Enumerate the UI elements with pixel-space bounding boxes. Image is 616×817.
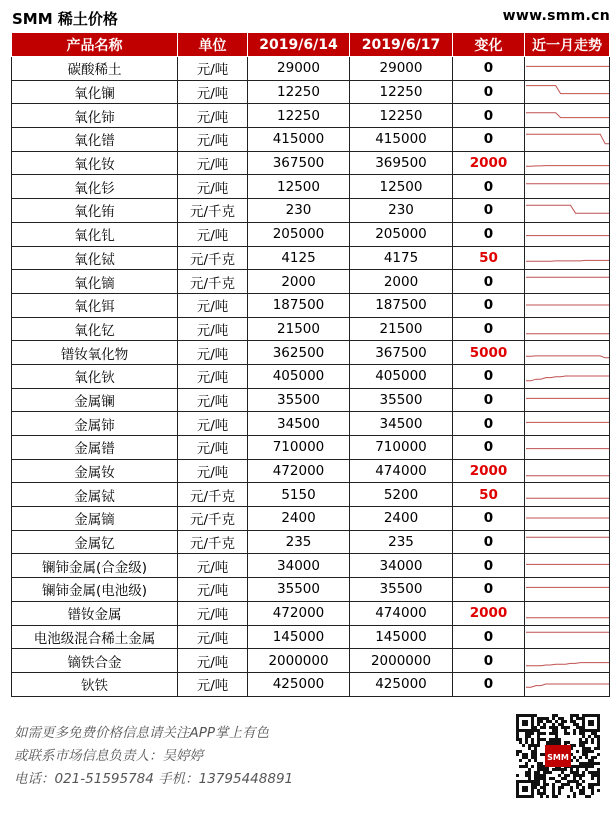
qr-logo-text: SMM [547,753,569,762]
brand-title: SMM 稀土价格 [12,10,118,28]
table-row [12,601,610,625]
price-change: 50 [453,483,525,507]
unit: 元/吨 [178,436,248,460]
price-date2: 34500 [350,412,453,436]
sparkline-series [526,662,610,665]
price-change: 0 [453,554,525,578]
sparkline-series [526,493,610,498]
price-date1: 362500 [248,341,350,365]
price-date2: 5200 [350,483,453,507]
qr-code-icon [515,713,601,799]
sparkline-chart [525,272,610,292]
price-date1: 710000 [248,436,350,460]
product-name: 镧铈金属(合金级) [12,554,178,578]
trend-sparkline [525,601,610,625]
sparkline-chart [525,319,610,339]
trend-sparkline [525,412,610,436]
price-date1: 367500 [248,151,350,175]
trend-sparkline [525,578,610,602]
price-change: 0 [453,578,525,602]
product-name: 钬铁 [12,672,178,696]
price-date2: 425000 [350,672,453,696]
trend-sparkline [525,246,610,270]
price-date2: 21500 [350,317,453,341]
table-row [12,270,610,294]
price-date1: 415000 [248,128,350,152]
sparkline-chart [525,627,610,647]
table-row [12,317,610,341]
trend-sparkline [525,483,610,507]
product-name: 金属铈 [12,412,178,436]
table-row [12,57,610,81]
sparkline-chart [525,248,610,268]
sparkline-chart [525,461,610,481]
price-date1: 235 [248,530,350,554]
unit: 元/千克 [178,483,248,507]
trend-sparkline [525,554,610,578]
unit: 元/千克 [178,270,248,294]
product-name: 氧化钕 [12,151,178,175]
unit: 元/吨 [178,151,248,175]
product-name: 金属钕 [12,459,178,483]
price-date2: 205000 [350,222,453,246]
price-change: 0 [453,293,525,317]
table-row [12,436,610,460]
unit: 元/千克 [178,530,248,554]
price-date1: 34500 [248,412,350,436]
price-date1: 205000 [248,222,350,246]
unit: 元/吨 [178,80,248,104]
price-date2: 230 [350,199,453,223]
price-date2: 12250 [350,104,453,128]
sparkline-chart [525,437,610,457]
price-date1: 425000 [248,672,350,696]
unit: 元/吨 [178,459,248,483]
sparkline-chart [525,153,610,173]
price-change: 0 [453,104,525,128]
price-change: 0 [453,80,525,104]
sparkline-series [526,324,610,334]
product-name: 氧化铽 [12,246,178,270]
sparkline-series [526,684,610,687]
sparkline-chart [525,603,610,623]
col-header-date2: 2019/6/17 [350,33,453,57]
product-name: 金属镧 [12,388,178,412]
sparkline-chart [525,579,610,599]
col-header-name: 产品名称 [12,33,178,57]
table-row [12,246,610,270]
sparkline-chart [525,343,610,363]
price-date1: 4125 [248,246,350,270]
trend-sparkline [525,341,610,365]
trend-sparkline [525,222,610,246]
table-row [12,364,610,388]
unit: 元/吨 [178,175,248,199]
unit: 元/吨 [178,104,248,128]
price-date2: 34000 [350,554,453,578]
price-date2: 474000 [350,601,453,625]
sparkline-series [526,376,610,381]
table-body [12,57,610,697]
trend-sparkline [525,530,610,554]
sparkline-series [526,537,610,548]
footer-line-app: 如需更多免费价格信息请关注APP掌上有色 [14,725,270,741]
sparkline-chart [525,366,610,386]
price-change: 2000 [453,459,525,483]
price-date2: 12250 [350,80,453,104]
sparkline-chart [525,485,610,505]
table-row [12,222,610,246]
product-name: 金属铽 [12,483,178,507]
table-row [12,128,610,152]
unit: 元/吨 [178,317,248,341]
unit: 元/吨 [178,222,248,246]
price-date1: 145000 [248,625,350,649]
price-change: 0 [453,388,525,412]
product-name: 镨钕氧化物 [12,341,178,365]
price-date2: 405000 [350,364,453,388]
trend-sparkline [525,507,610,531]
product-name: 氧化铒 [12,293,178,317]
price-date2: 12500 [350,175,453,199]
price-date1: 34000 [248,554,350,578]
sparkline-chart [525,390,610,410]
price-change: 0 [453,270,525,294]
unit: 元/吨 [178,601,248,625]
price-date1: 21500 [248,317,350,341]
price-date1: 35500 [248,388,350,412]
table-row [12,175,610,199]
unit: 元/吨 [178,57,248,81]
table-row [12,412,610,436]
product-name: 氧化钐 [12,175,178,199]
table-row [12,104,610,128]
unit: 元/吨 [178,388,248,412]
price-change: 50 [453,246,525,270]
price-date1: 230 [248,199,350,223]
price-change: 0 [453,199,525,223]
unit: 元/吨 [178,649,248,673]
table-row [12,388,610,412]
sparkline-chart [525,556,610,576]
price-date1: 12250 [248,80,350,104]
trend-sparkline [525,388,610,412]
product-name: 氧化镝 [12,270,178,294]
price-date1: 2400 [248,507,350,531]
sparkline-chart [525,82,610,102]
sparkline-chart [525,177,610,197]
sparkline-chart [525,508,610,528]
trend-sparkline [525,436,610,460]
unit: 元/千克 [178,507,248,531]
product-name: 氧化钇 [12,317,178,341]
table-row [12,672,610,696]
sparkline-series [526,609,610,618]
price-change: 0 [453,57,525,81]
table-row [12,554,610,578]
unit: 元/千克 [178,246,248,270]
table-row [12,578,610,602]
trend-sparkline [525,151,610,175]
price-date1: 187500 [248,293,350,317]
price-change: 0 [453,317,525,341]
product-name: 镧铈金属(电池级) [12,578,178,602]
table-row [12,293,610,317]
table-row [12,483,610,507]
sparkline-series [526,349,610,357]
trend-sparkline [525,649,610,673]
price-date2: 367500 [350,341,453,365]
col-header-change: 变化 [453,33,525,57]
price-date2: 187500 [350,293,453,317]
table-row [12,530,610,554]
price-date2: 415000 [350,128,453,152]
price-change: 0 [453,222,525,246]
price-date1: 2000 [248,270,350,294]
price-date1: 405000 [248,364,350,388]
trend-sparkline [525,270,610,294]
table-row [12,507,610,531]
product-name: 氧化钬 [12,364,178,388]
table-row [12,459,610,483]
price-date2: 2000 [350,270,453,294]
price-change: 0 [453,436,525,460]
price-change: 0 [453,530,525,554]
product-name: 碳酸稀土 [12,57,178,81]
price-date2: 369500 [350,151,453,175]
trend-sparkline [525,293,610,317]
product-name: 电池级混合稀土金属 [12,625,178,649]
trend-sparkline [525,175,610,199]
sparkline-series [526,467,610,476]
price-date2: 2000000 [350,649,453,673]
trend-sparkline [525,625,610,649]
sparkline-series [526,206,610,214]
price-date1: 472000 [248,459,350,483]
sparkline-chart [525,674,610,694]
price-date2: 474000 [350,459,453,483]
price-table [11,32,610,697]
table-row [12,199,610,223]
trend-sparkline [525,317,610,341]
price-date1: 2000000 [248,649,350,673]
price-change: 0 [453,412,525,436]
sparkline-chart [525,106,610,126]
price-date2: 35500 [350,388,453,412]
price-date1: 472000 [248,601,350,625]
product-name: 氧化铕 [12,199,178,223]
unit: 元/吨 [178,293,248,317]
price-date1: 5150 [248,483,350,507]
price-change: 0 [453,175,525,199]
product-name: 氧化铈 [12,104,178,128]
col-header-trend: 近一月走势 [525,33,610,57]
product-name: 氧化镧 [12,80,178,104]
sparkline-series [526,86,610,94]
product-name: 氧化钆 [12,222,178,246]
sparkline-series [526,256,610,261]
price-date1: 29000 [248,57,350,81]
table-row [12,341,610,365]
trend-sparkline [525,199,610,223]
col-header-date1: 2019/6/14 [248,33,350,57]
price-date2: 710000 [350,436,453,460]
trend-sparkline [525,459,610,483]
product-name: 金属镨 [12,436,178,460]
table-row [12,151,610,175]
price-date2: 35500 [350,578,453,602]
price-date2: 235 [350,530,453,554]
price-date1: 35500 [248,578,350,602]
footer-line-phone: 电话：021-51595784 手机：13795448891 [14,771,294,787]
table-row [12,649,610,673]
trend-sparkline [525,672,610,696]
table-row [12,625,610,649]
unit: 元/吨 [178,364,248,388]
trend-sparkline [525,80,610,104]
product-name: 金属钇 [12,530,178,554]
table-row [12,80,610,104]
price-change: 0 [453,128,525,152]
sparkline-chart [525,651,610,671]
sparkline-chart [525,58,610,78]
price-change: 0 [453,649,525,673]
unit: 元/千克 [178,199,248,223]
table-header-row [12,33,610,57]
col-header-unit: 单位 [178,33,248,57]
sparkline-series [526,135,610,145]
sparkline-chart [525,129,610,149]
sparkline-series [526,113,610,118]
price-change: 0 [453,625,525,649]
price-change: 0 [453,672,525,696]
sparkline-chart [525,224,610,244]
product-name: 镝铁合金 [12,649,178,673]
price-date2: 145000 [350,625,453,649]
top-bar [12,8,610,30]
site-url[interactable]: www.smm.cn [502,8,610,24]
sparkline-chart [525,532,610,552]
trend-sparkline [525,57,610,81]
price-change: 0 [453,507,525,531]
unit: 元/吨 [178,672,248,696]
product-name: 氧化镨 [12,128,178,152]
product-name: 镨钕金属 [12,601,178,625]
sparkline-series [526,159,610,166]
unit: 元/吨 [178,578,248,602]
price-change: 0 [453,364,525,388]
price-date1: 12250 [248,104,350,128]
price-date2: 4175 [350,246,453,270]
unit: 元/吨 [178,341,248,365]
trend-sparkline [525,364,610,388]
price-date2: 2400 [350,507,453,531]
sparkline-chart [525,295,610,315]
trend-sparkline [525,104,610,128]
product-name: 金属镝 [12,507,178,531]
price-date1: 12500 [248,175,350,199]
trend-sparkline [525,128,610,152]
price-change: 2000 [453,601,525,625]
unit: 元/吨 [178,412,248,436]
footer-line-contact: 或联系市场信息负责人：吴婷婷 [14,748,203,764]
unit: 元/吨 [178,554,248,578]
price-change: 5000 [453,341,525,365]
footer-contact [14,722,293,791]
unit: 元/吨 [178,128,248,152]
price-date2: 29000 [350,57,453,81]
price-change: 2000 [453,151,525,175]
sparkline-chart [525,414,610,434]
unit: 元/吨 [178,625,248,649]
sparkline-chart [525,200,610,220]
